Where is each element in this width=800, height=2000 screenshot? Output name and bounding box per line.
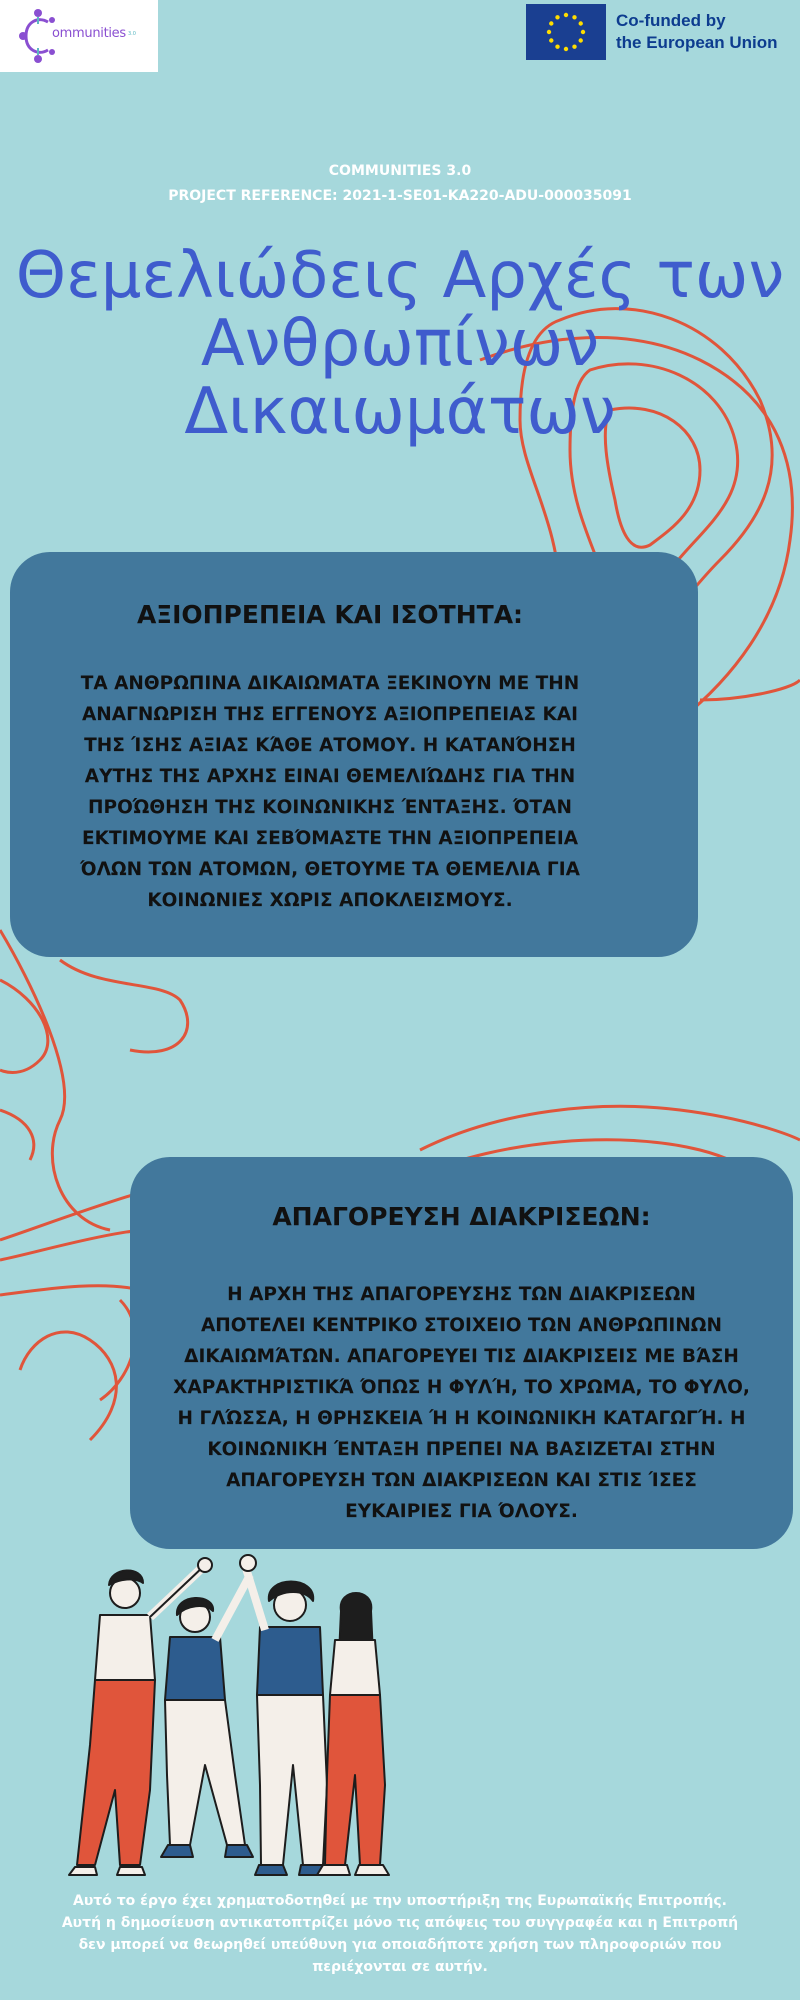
eu-line-1: Co-funded by <box>616 11 726 30</box>
logo-wordmark: ommunities <box>52 26 126 41</box>
eu-star <box>549 21 553 25</box>
title-line-1: Θεμελιώδεις Αρχές των <box>15 239 785 313</box>
dignity-equality-heading: ΑΞΙΟΠΡΕΠΕΙΑ ΚΑΙ ΙΣΟΤΗΤΑ: <box>136 600 524 629</box>
logo-version: 3.0 <box>128 31 136 37</box>
eu-star <box>572 15 576 19</box>
body-line: ΑΠΑΓΟΡΕΥΣΗ ΤΩΝ ΔΙΑΚΡΙΣΕΩΝ ΚΑΙ ΣΤΙΣ ΊΣΕΣ <box>226 1470 697 1491</box>
body-line: ΧΑΡΑΚΤΗΡΙΣΤΙΚΆ ΌΠΩΣ Η ΦΥΛΉ, ΤΟ ΧΡΩΜΑ, ΤΟ ΦΥΛΟ, <box>173 1377 750 1398</box>
eu-stars <box>526 4 606 60</box>
body-line: ΔΙΚΑΙΩΜΆΤΩΝ. ΑΠΑΓΟΡΕΥΕΙ ΤΙΣ ΔΙΑΚΡΙΣΕΙΣ ΜΕ ΒΆΣΗ <box>184 1346 739 1367</box>
body-line: ΑΝΑΓΝΩΡΙΣΗ ΤΗΣ ΕΓΓΕΝΟΥΣ ΑΞΙΟΠΡΕΠΕΙΑΣ ΚΑΙ <box>81 704 579 725</box>
dignity-equality-card <box>10 552 698 957</box>
eu-star <box>564 13 568 17</box>
page-title <box>0 239 800 449</box>
body-line: ΤΑ ΑΝΘΡΩΠΙΝΑ ΔΙΚΑΙΩΜΑΤΑ ΞΕΚΙΝΟΥΝ ΜΕ ΤΗΝ <box>80 673 580 694</box>
body-line: Η ΓΛΏΣΣΑ, Η ΘΡΗΣΚΕΙΑ Ή Η ΚΟΙΝΩΝΙΚΗ ΚΑΤΑΓΩΓΉ. Η <box>177 1408 746 1429</box>
body-line: ΚΟΙΝΩΝΙΚΗ ΈΝΤΑΞΗ ΠΡΕΠΕΙ ΝΑ ΒΑΣΙΖΕΤΑΙ ΣΤΗΝ <box>207 1439 716 1460</box>
eu-star <box>564 47 568 51</box>
eu-line-2: the European Union <box>616 33 778 52</box>
eu-star <box>549 38 553 42</box>
eu-flag-icon <box>526 4 606 60</box>
eu-cofunded-text <box>616 10 778 54</box>
non-discrimination-heading: ΑΠΑΓΟΡΕΥΣΗ ΔΙΑΚΡΙΣΕΩΝ: <box>272 1202 651 1231</box>
body-line: ΑΥΤΗΣ ΤΗΣ ΑΡΧΗΣ ΕΙΝΑΙ ΘΕΜΕΛΙΏΔΗΣ ΓΙΑ ΤΗΝ <box>84 766 576 787</box>
body-line: ΕΥΚΑΙΡΙΕΣ ΓΙΑ ΌΛΟΥΣ. <box>345 1501 578 1522</box>
body-line: ΚΟΙΝΩΝΙΕΣ ΧΩΡΙΣ ΑΠΟΚΛΕΙΣΜΟΥΣ. <box>147 890 513 911</box>
people-high-five-illustration <box>55 1545 435 1880</box>
non-discrimination-body <box>130 1279 793 1527</box>
title-line-3: Δικαιωμάτων <box>184 375 616 449</box>
project-reference: PROJECT REFERENCE: 2021-1-SE01-KA220-ADU-000035091 <box>168 188 632 204</box>
dignity-equality-body <box>10 668 650 916</box>
eu-star <box>579 21 583 25</box>
eu-star <box>547 30 551 34</box>
title-line-2: Ανθρωπίνων <box>200 307 600 381</box>
eu-star <box>555 15 559 19</box>
eu-star <box>572 45 576 49</box>
project-name: COMMUNITIES 3.0 <box>328 163 472 179</box>
body-line: ΠΡΟΏΘΗΣΗ ΤΗΣ ΚΟΙΝΩΝΙΚΗΣ ΈΝΤΑΞΗΣ. ΌΤΑΝ <box>88 797 572 818</box>
body-line: ΌΛΩΝ ΤΩΝ ΑΤΟΜΩΝ, ΘΕΤΟΥΜΕ ΤΑ ΘΕΜΕΛΙΑ ΓΙΑ <box>80 859 580 880</box>
body-line: ΤΗΣ ΊΣΗΣ ΑΞΙΑΣ ΚΆΘΕ ΑΤΟΜΟΥ. Η ΚΑΤΑΝΌΗΣΗ <box>84 735 576 756</box>
non-discrimination-card <box>130 1157 793 1549</box>
communities-logo <box>0 0 158 72</box>
eu-star <box>555 45 559 49</box>
body-line: ΑΠΟΤΕΛΕΙ ΚΕΝΤΡΙΚΟ ΣΤΟΙΧΕΙΟ ΤΩΝ ΑΝΘΡΩΠΙΝΩΝ <box>200 1315 723 1336</box>
body-line: Η ΑΡΧΗ ΤΗΣ ΑΠΑΓΟΡΕΥΣΗΣ ΤΩΝ ΔΙΑΚΡΙΣΕΩΝ <box>227 1284 696 1305</box>
eu-star <box>579 38 583 42</box>
body-line: ΕΚΤΙΜΟΥΜΕ ΚΑΙ ΣΕΒΌΜΑΣΤΕ ΤΗΝ ΑΞΙΟΠΡΕΠΕΙΑ <box>81 828 579 849</box>
eu-star <box>581 30 585 34</box>
eu-disclaimer: Αυτό το έργο έχει χρηματοδοτηθεί με την υποστήριξη της Ευρωπαϊκής Επιτροπής. Αυτή η δημοσίευση αντικατοπτρίζει μόνο τις απόψεις του συγγραφέα και η Επιτροπή δεν μπορεί να θεωρηθεί υπεύθυνη για οποιαδήποτε χρήση των πληροφοριών που περιέχονται σε αυτήν. <box>61 1893 739 1975</box>
